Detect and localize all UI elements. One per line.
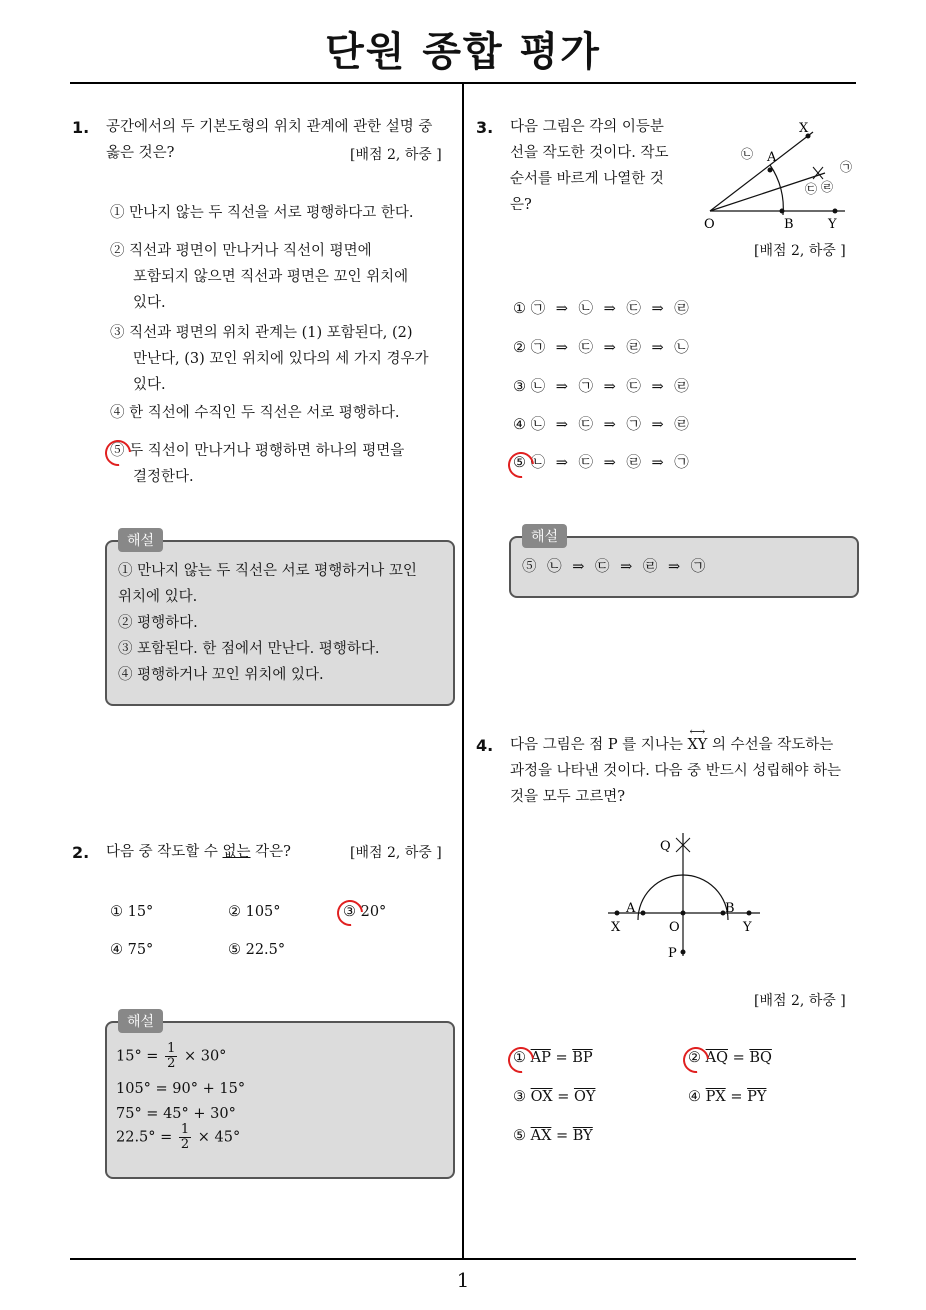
q4-option-3[interactable]: ③ $\overline{OX} = \overline{OY}$ xyxy=(513,1089,596,1105)
option-text: 22.5° xyxy=(245,942,286,958)
q2-option-5[interactable] xyxy=(228,937,285,963)
q2-number: 2. xyxy=(72,843,90,862)
q4-option-2[interactable]: ② $\overline{AQ} = \overline{BQ}$ xyxy=(688,1050,772,1066)
q3-solution-tag: 해설 xyxy=(522,524,567,548)
q2-solution-line2: 105° = 90° + 15° xyxy=(116,1081,246,1097)
svg-text:㉣: ㉣ xyxy=(821,180,834,194)
q2-stem xyxy=(106,839,291,865)
q4-stem-line3: 것을 모두 고르면? xyxy=(510,789,626,805)
q2-solution-line3: 75° = 45° + 30° xyxy=(116,1106,236,1122)
q1-option-2-line3: 있다. xyxy=(133,295,166,311)
line-xy: ⟷ XY xyxy=(687,725,708,753)
option-text: 직선과 평면의 위치 관계는 (1) 포함된다, (2) xyxy=(129,325,413,341)
q3-solution-text: ⑤ ㉡ ⇒ ㉢ ⇒ ㉣ ⇒ ㉠ xyxy=(522,559,706,575)
q1-option-2[interactable] xyxy=(110,238,372,264)
bottom-rule xyxy=(70,1258,856,1260)
q1-stem-line1: 공간에서의 두 기본도형의 위치 관계에 관한 설명 중 xyxy=(106,119,433,135)
q3-option-5[interactable]: ⑤ ㉡ ⇒ ㉢ ⇒ ㉣ ⇒ ㉠ xyxy=(513,455,689,471)
q2-option-1[interactable] xyxy=(110,899,153,925)
option-label: ④ xyxy=(110,942,123,958)
option-label: ③ xyxy=(343,904,356,920)
q1-solution-tag: 해설 xyxy=(118,528,163,552)
option-text: 한 직선에 수직인 두 직선은 서로 평행하다. xyxy=(129,405,400,421)
svg-text:A: A xyxy=(626,901,636,916)
q1-stem-line2: 옳은 것은? xyxy=(106,145,175,161)
q3-option-2[interactable]: ② ㉠ ⇒ ㉢ ⇒ ㉣ ⇒ ㉡ xyxy=(513,340,689,356)
q4-number: 4. xyxy=(476,736,494,755)
fraction: $\frac{1}{2}$ xyxy=(180,1122,190,1152)
q1-option-5-line2: 결정한다. xyxy=(133,469,194,485)
q2-option-2[interactable] xyxy=(228,899,281,925)
svg-text:㉢: ㉢ xyxy=(805,182,818,196)
svg-text:Y: Y xyxy=(828,217,837,232)
q2-stem-a: 다음 중 작도할 수 xyxy=(106,844,223,860)
q3-stem: 다음 그림은 각의 이등분 선을 작도한 것이다. 작도 순서를 바르게 나열한 것 은? xyxy=(510,119,669,213)
q4-meta: [배점 2, 하중 ] xyxy=(754,993,846,1009)
option-text: 직선과 평면이 만나거나 직선이 평면에 xyxy=(129,243,372,259)
fraction: $\frac{1}{2}$ xyxy=(167,1041,176,1071)
option-text: 만나지 않는 두 직선을 서로 평행하다고 한다. xyxy=(129,205,414,221)
svg-text:P: P xyxy=(668,946,677,961)
q2-solution-tag: 해설 xyxy=(118,1009,163,1033)
option-text: 75° xyxy=(127,942,154,958)
option-text: 15° xyxy=(127,904,154,920)
svg-text:A: A xyxy=(767,150,777,165)
page-number: 1 xyxy=(456,1268,470,1292)
column-divider xyxy=(462,84,464,1259)
option-label: ④ xyxy=(110,405,125,421)
q1-meta: [배점 2, 하중 ] xyxy=(350,147,442,163)
option-text: 105° xyxy=(245,904,281,920)
q4-option-5[interactable]: ⑤ $\overline{AX} = \overline{BY}$ xyxy=(513,1128,593,1144)
q3-angle-bisector-figure xyxy=(695,115,865,235)
page-title: 단원 종합 평가 xyxy=(325,29,601,75)
q1-number: 1. xyxy=(72,118,90,137)
option-label: ② xyxy=(110,243,125,259)
svg-text:X: X xyxy=(799,121,809,136)
q4-stem-line1: 다음 그림은 점 P 를 지나는 ⟷ XY 의 수선을 작도하는 xyxy=(510,732,860,758)
solution-line: ④ 평행하거나 꼬인 위치에 있다. xyxy=(118,667,324,683)
option-label: ① xyxy=(110,205,125,221)
solution-line: 위치에 있다. xyxy=(118,589,198,605)
option-label: ⑤ xyxy=(110,443,125,459)
q1-option-2-line2: 포함되지 않으면 직선과 평면은 꼬인 위치에 xyxy=(133,269,409,285)
solution-line: ① 만나지 않는 두 직선은 서로 평행하거나 꼬인 xyxy=(118,563,417,579)
svg-text:O: O xyxy=(704,217,715,232)
q4-option-4[interactable]: ④ $\overline{PX} = \overline{PY}$ xyxy=(688,1089,767,1105)
q3-option-1[interactable]: ① ㉠ ⇒ ㉡ ⇒ ㉢ ⇒ ㉣ xyxy=(513,301,689,317)
q3-number: 3. xyxy=(476,118,494,137)
svg-text:B: B xyxy=(784,217,794,232)
q1-option-3-line3: 있다. xyxy=(133,377,166,393)
q3-option-4[interactable]: ④ ㉡ ⇒ ㉢ ⇒ ㉠ ⇒ ㉣ xyxy=(513,417,689,433)
double-arrow-icon: ⟷ xyxy=(689,725,706,738)
solution-line: ③ 포함된다. 한 점에서 만난다. 평행하다. xyxy=(118,641,380,657)
svg-text:X: X xyxy=(611,920,621,935)
option-label: ⑤ xyxy=(228,942,241,958)
svg-text:Y: Y xyxy=(743,920,752,935)
svg-text:㉡: ㉡ xyxy=(741,147,754,161)
option-text: 두 직선이 만나거나 평행하면 하나의 평면을 xyxy=(129,443,405,459)
option-label: ③ xyxy=(110,325,125,341)
svg-text:B: B xyxy=(725,901,735,916)
q3-option-3[interactable]: ③ ㉡ ⇒ ㉠ ⇒ ㉢ ⇒ ㉣ xyxy=(513,379,689,395)
q1-option-4[interactable] xyxy=(110,400,400,426)
q4-option-1[interactable]: ① $\overline{AP} = \overline{BP}$ xyxy=(513,1050,593,1066)
q1-solution-text xyxy=(118,558,448,688)
svg-text:㉠: ㉠ xyxy=(840,160,853,174)
q3-meta: [배점 2, 하중 ] xyxy=(754,243,846,259)
q2-solution-line4: 22.5° = $\frac{1}{2}$ × 45° xyxy=(116,1122,241,1152)
q1-option-1[interactable] xyxy=(110,200,414,226)
q2-option-4[interactable] xyxy=(110,937,153,963)
q1-option-5[interactable] xyxy=(110,438,404,464)
option-label: ② xyxy=(228,904,241,920)
q4-perpendicular-figure xyxy=(600,828,770,968)
svg-text:Q: Q xyxy=(660,839,671,854)
q2-stem-underlined: 없는 xyxy=(222,844,251,860)
q2-stem-b: 각은? xyxy=(250,844,291,860)
option-text: 20° xyxy=(360,904,387,920)
q2-meta: [배점 2, 하중 ] xyxy=(350,845,442,861)
q1-option-3[interactable] xyxy=(110,320,413,346)
q1-option-3-line2: 만난다, (3) 꼬인 위치에 있다의 세 가지 경우가 xyxy=(133,351,429,367)
option-label: ① xyxy=(110,904,123,920)
solution-line: ② 평행하다. xyxy=(118,615,198,631)
q2-solution-line1: 15° = $\frac{1}{2}$ × 30° xyxy=(116,1041,227,1071)
q4-stem-line2: 과정을 나타낸 것이다. 다음 중 반드시 성립해야 하는 xyxy=(510,763,842,779)
svg-text:O: O xyxy=(669,920,680,935)
